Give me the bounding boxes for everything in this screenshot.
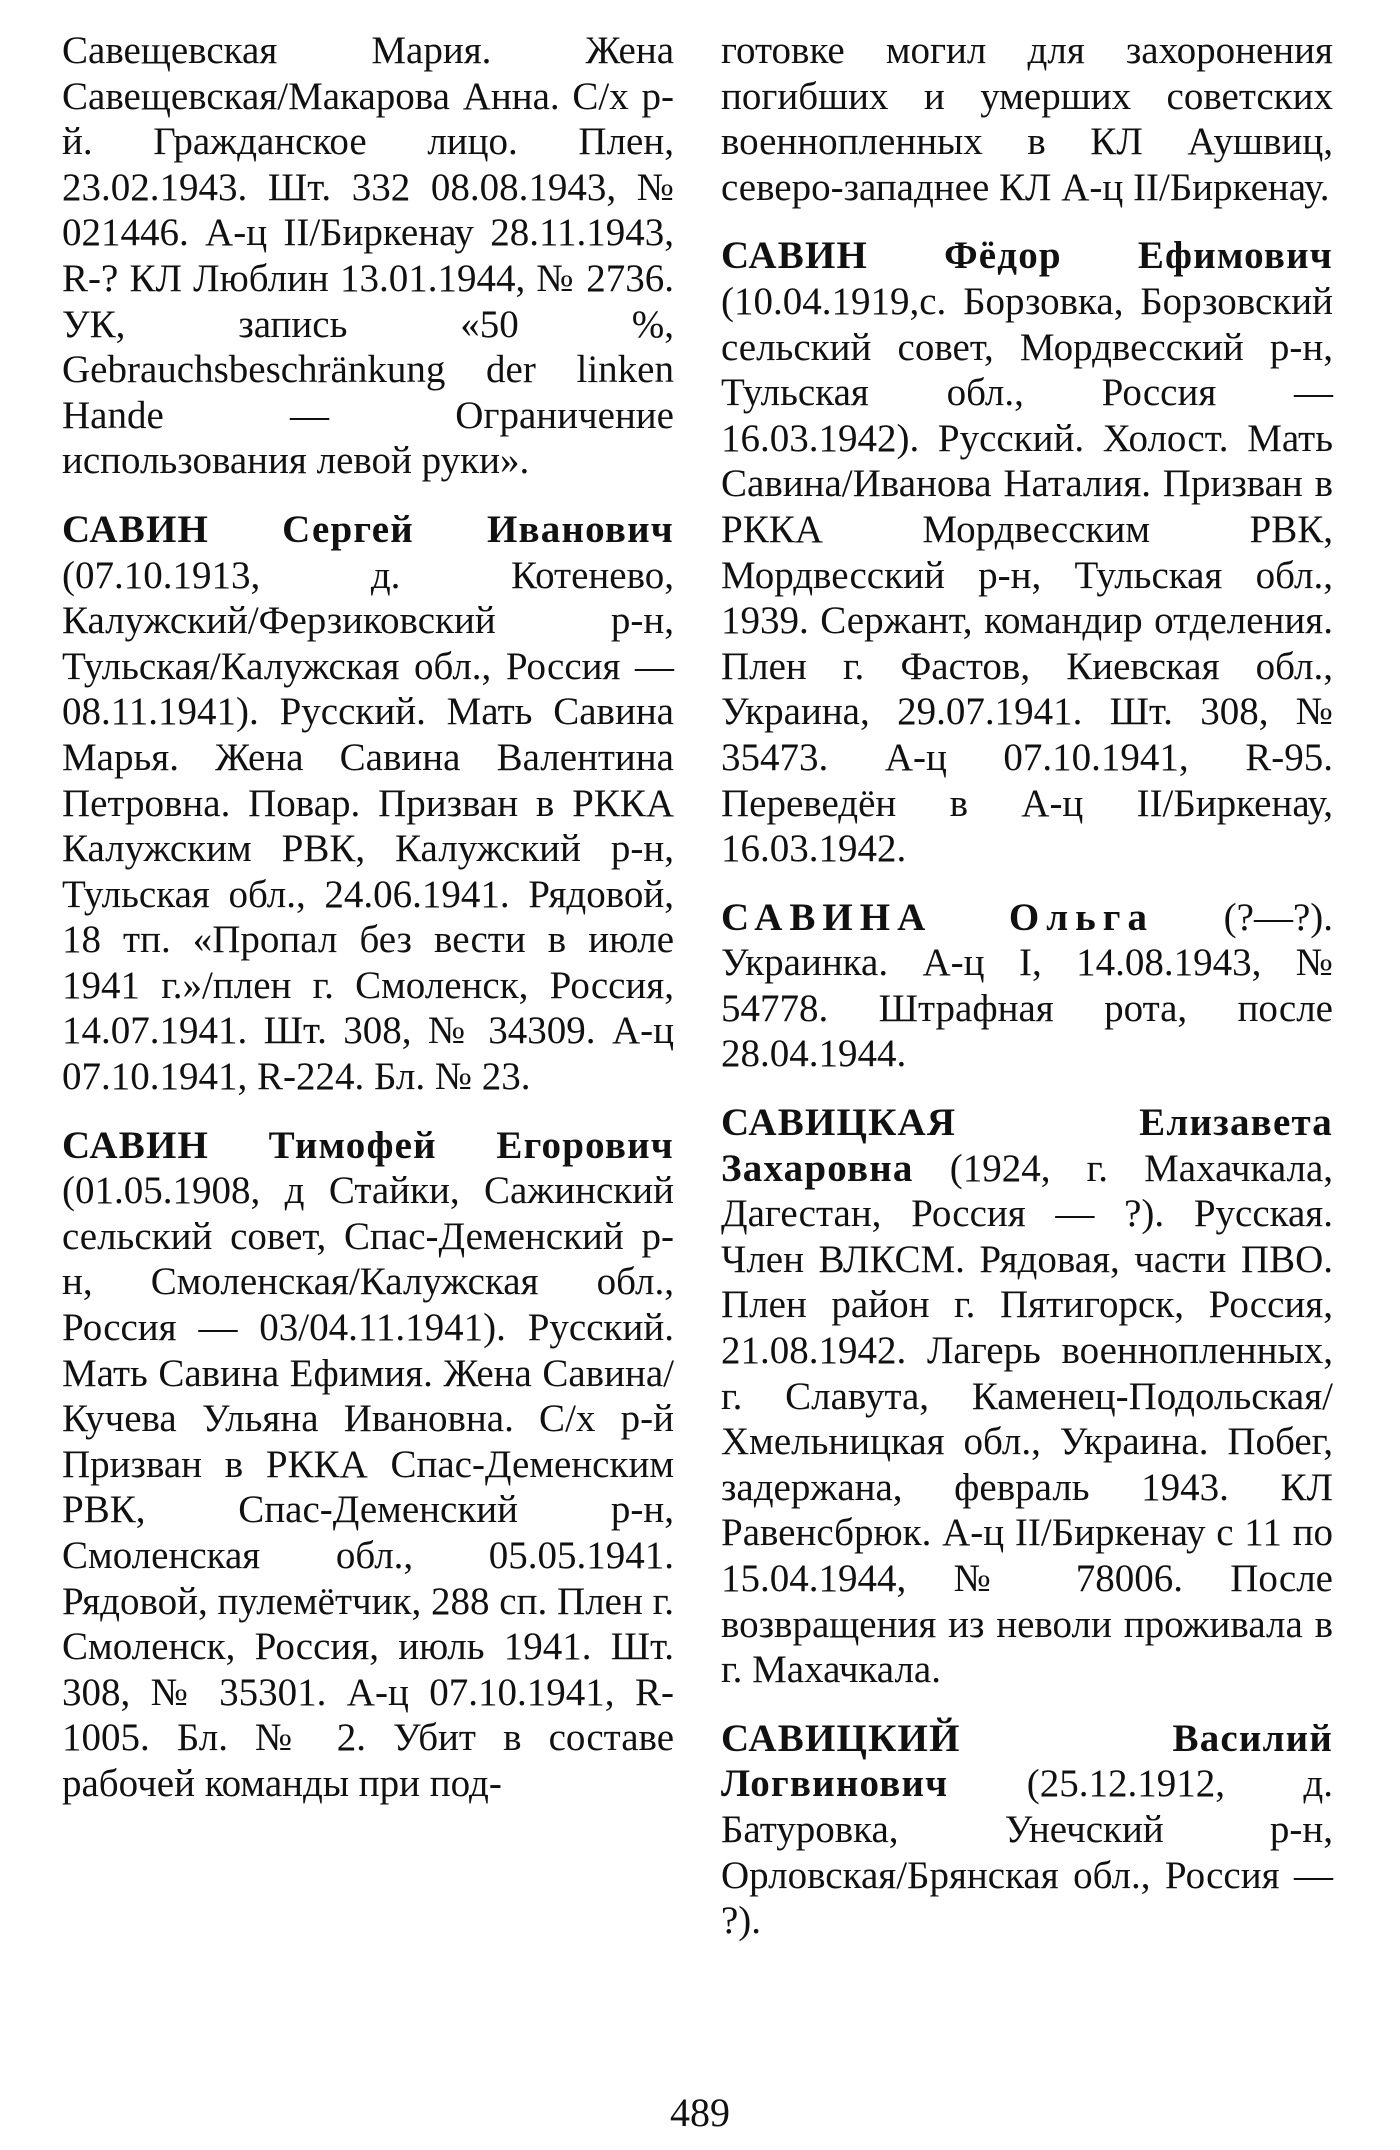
- entry-text: готовке могил для захоронения погибших и умерших советских военнопленных в КЛ Аушвиц, северо-западнее КЛ А-ц II/Биркенау.: [721, 29, 1333, 209]
- entry-text: (01.05.1908, д Стайки, Сажинский сельский совет, Спас-Деменский р-н, Смоленская/Калужская обл., Россия — 03/04.11.1941). Русский. Мать Савина Ефимия. Жена Савина/Кучева Ульяна Ивановна. С/х р-й Призван в РККА Спас-Деменским РВК, Спас-Деменский р-н, Смоленская обл., 05.05.1941. Рядовой, пулемётчик, 288 сп. Плен г. Смоленск, Россия, июль 1941. Шт. 308, № 35301. А-ц 07.10.1941, R-1005. Бл. № 2. Убит в составе рабочей команды при под-: [62, 1169, 674, 1805]
- entry-name: САВИЦКАЯ Елизавета Захаровна: [721, 1101, 1333, 1190]
- entry-name: САВИНА Ольга: [721, 895, 1154, 939]
- entry-savin-timofey: [62, 1123, 674, 1807]
- entry-savin-sergey: [62, 507, 674, 1100]
- entry-savitskaya-elizaveta: [721, 1100, 1333, 1693]
- entry-name: САВИН Тимофей Егорович: [62, 1123, 674, 1167]
- entry-text: (25.12.1912, д. Батуровка, Унечский р-н, Орловская/Брянская обл., Россия — ?).: [721, 1762, 1333, 1943]
- entry-text: Савещевская Мария. Жена Савещевская/Макарова Анна. С/х р-й. Гражданское лицо. Плен, 23.02.1943. Шт. 332 08.08.1943, № 021446. А-ц II/Биркенау 28.11.1943, R-? КЛ Люблин 13.01.1944, № 2736. УК, запись «50 %, Gebrauchsbeschränkung der linken Hande — Ограничение использования левой руки».: [62, 29, 674, 483]
- entry-name: САВИН Сергей Иванович: [62, 507, 674, 551]
- entry-savitskiy-vasiliy: [721, 1716, 1333, 1944]
- entry-continuation: [62, 28, 674, 484]
- entry-text: (1924, г. Махачкала, Дагестан, Россия — ?). Русская. Член ВЛКСМ. Рядовая, части ПВО. Плен район г. Пятигорск, Россия, 21.08.1942. Лагерь военнопленных, г. Славута, Каменец-Подольская/Хмельницкая обл., Украина. Побег, задержана, февраль 1943. КЛ Равенсбрюк. А-ц II/Биркенау с 11 по 15.04.1944, № 78006. После возвращения из неволи проживала в г. Махачкала.: [721, 1146, 1333, 1692]
- entry-name: САВИЦКИЙ Василий Логвинович: [721, 1716, 1333, 1806]
- left-column: [62, 28, 674, 1830]
- entry-text: (?—?). Украинка. А-ц I, 14.08.1943, № 54778. Штрафная рота, после 28.04.1944.: [721, 895, 1333, 1076]
- right-column: [721, 28, 1333, 1967]
- entry-text: (07.10.1913, д. Котенево, Калужский/Ферзиковский р-н, Тульская/Калужская обл., Россия — 08.11.1941). Русский. Мать Савина Марья. Жена Савина Валентина Петровна. Повар. Призван в РККА Калужским РВК, Калужский р-н, Тульская обл., 24.06.1941. Рядовой, 18 тп. «Пропал без вести в июле 1941 г.»/плен г. Смоленск, Россия, 14.07.1941. Шт. 308, № 34309. А-ц 07.10.1941, R-224. Бл. № 23.: [62, 553, 674, 1099]
- entry-continuation: [721, 28, 1333, 210]
- entry-savina-olga: [721, 895, 1333, 1077]
- entry-name: САВИН Фёдор Ефимович: [721, 234, 1333, 278]
- page-number: 489: [670, 2090, 730, 2135]
- entry-text: (10.04.1919,с. Борзовка, Борзовский сельский совет, Мордвесский р-н, Тульская обл., Россия — 16.03.1942). Русский. Холост. Мать Савина/Иванова Наталия. Призван в РККА Мордвесским РВК, Мордвесский р-н, Тульская обл., 1939. Сержант, командир отделения. Плен г. Фастов, Киевская обл., Украина, 29.07.1941. Шт. 308, № 35473. А-ц 07.10.1941, R-95. Переведён в А-ц II/Биркенау, 16.03.1942.: [721, 279, 1333, 871]
- entry-savin-fedor: [721, 233, 1333, 871]
